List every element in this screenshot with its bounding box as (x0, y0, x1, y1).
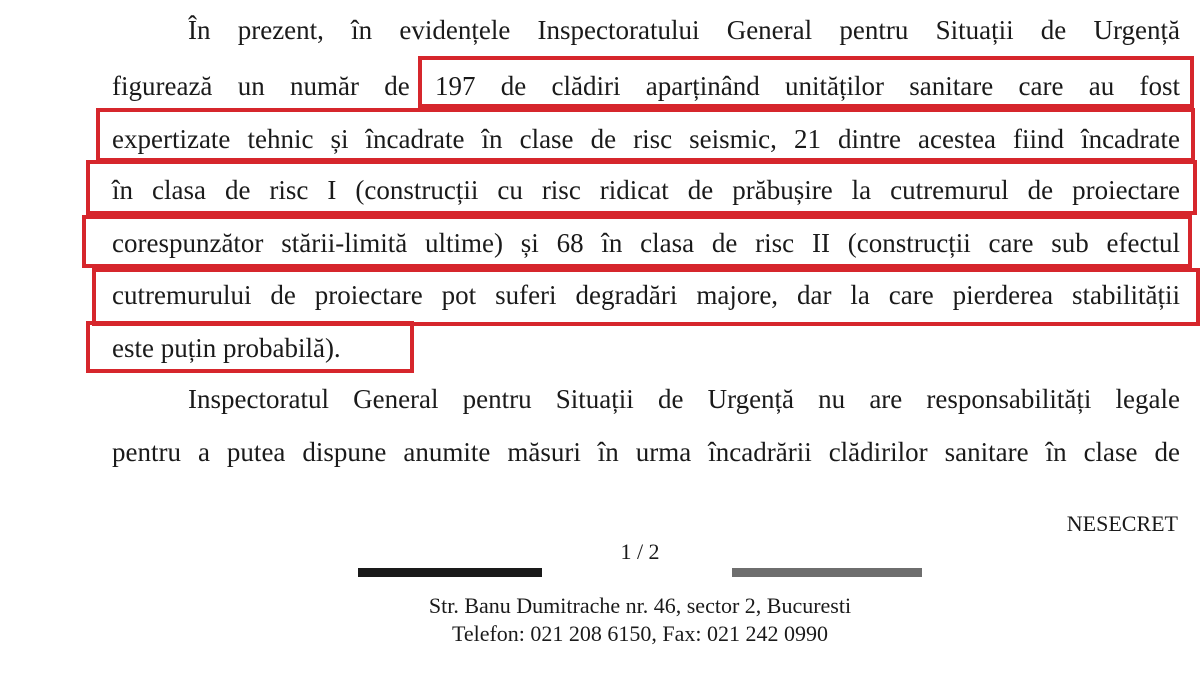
highlight-box-3 (86, 160, 1197, 215)
footer-address: Str. Banu Dumitrache nr. 46, sector 2, Bucuresti (428, 593, 852, 618)
page-number: 1 / 2 (620, 539, 660, 564)
paragraph1-line-4: în clasa de risc I (construcții cu risc ridicat de prăbușire la cutremurul de proiectare (112, 175, 1180, 205)
footer-contact: Telefon: 021 208 6150, Fax: 021 242 0990 (451, 621, 829, 646)
paragraph1-line-3: expertizate tehnic și încadrate în clase de risc seismic, 21 dintre acestea fiind încadrate (112, 124, 1180, 154)
paragraph2-line-2: pentru a putea dispune anumite măsuri în urma încadrării clădirilor sanitare în clase de (112, 437, 1180, 467)
footer-bar-left (358, 568, 542, 577)
paragraph1-line-7: este puțin probabilă). (112, 333, 341, 363)
highlight-box-2 (96, 108, 1195, 162)
paragraph1-line-2: figurează un număr de 197 de clădiri aparținând unităților sanitare care au fost (112, 71, 1180, 101)
paragraph1-line-1: În prezent, în evidențele Inspectoratului General pentru Situații de Urgență (188, 15, 1180, 45)
highlight-box-1 (418, 56, 1194, 108)
highlight-box-5 (92, 268, 1200, 326)
highlight-box-4 (82, 215, 1192, 268)
paragraph1-line-6: cutremurului de proiectare pot suferi degradări majore, dar la care pierderea stabilității (112, 280, 1180, 310)
highlight-box-6 (86, 321, 414, 373)
paragraph1-line-5: corespunzător stării-limită ultime) și 68 în clasa de risc II (construcții care sub efectul (112, 228, 1180, 258)
classification-label: NESECRET (1066, 511, 1178, 536)
paragraph2-line-1: Inspectoratul General pentru Situații de Urgență nu are responsabilități legale (188, 384, 1180, 414)
footer-bar-right (732, 568, 922, 577)
